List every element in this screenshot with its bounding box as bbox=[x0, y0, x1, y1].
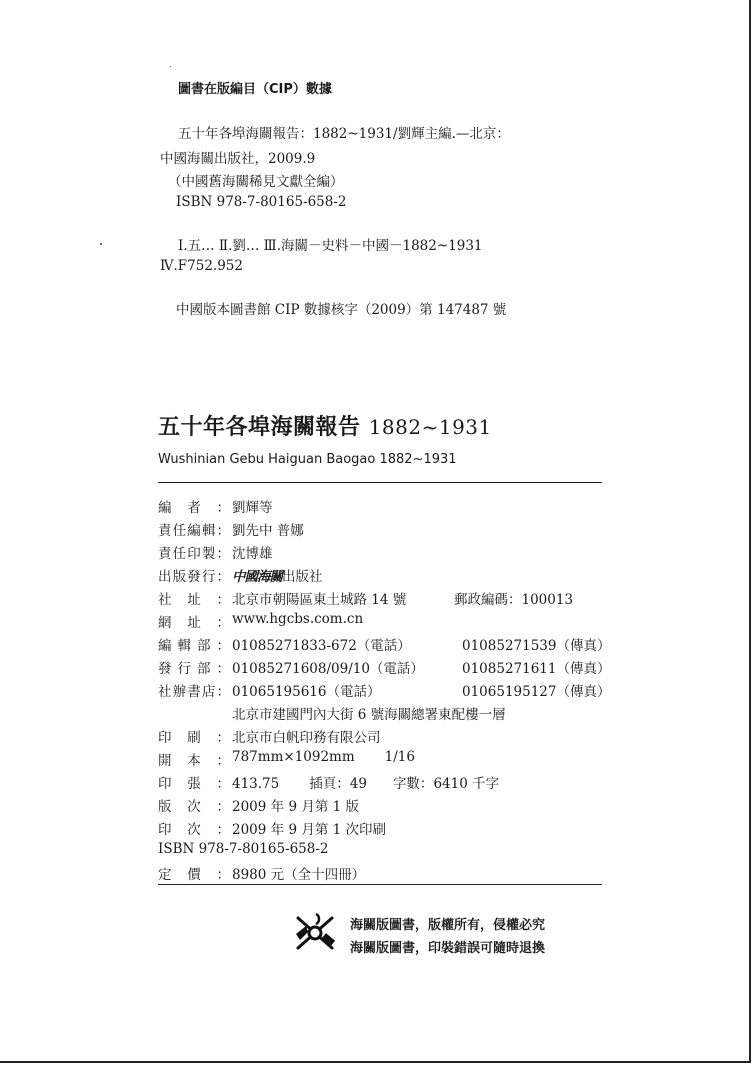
sheets-label: 印張： bbox=[158, 776, 230, 792]
cip-heading: 圖書在版編目（CIP）數據 bbox=[178, 82, 332, 97]
impression-value: 2009 年 9 月第 1 次印刷 bbox=[232, 822, 386, 838]
format-fold: 1/16 bbox=[384, 749, 415, 765]
publisher-name-suffix: 出版社 bbox=[282, 569, 323, 585]
publisher-label: 出版發行： bbox=[158, 569, 230, 585]
book-subtitle: Wushinian Gebu Haiguan Baogao 1882~1931 bbox=[158, 452, 457, 467]
distribution-dept-label: 發行部： bbox=[158, 661, 230, 677]
postal-code-value: 100013 bbox=[521, 592, 574, 608]
sheets-value bbox=[232, 772, 499, 792]
printing-label: 印刷： bbox=[158, 730, 230, 746]
distribution-dept-phone: 01085271608/09/10（電話） bbox=[232, 661, 424, 677]
postal-code bbox=[454, 588, 573, 608]
website-label: 網址： bbox=[158, 615, 230, 631]
editor-value: 劉輝等 bbox=[232, 500, 273, 516]
book-title-text: 五十年各埠海關報告 bbox=[158, 414, 361, 440]
cip-line-publisher: 中國海關出版社，2009.9 bbox=[160, 151, 316, 167]
scan-speck bbox=[100, 243, 102, 245]
cip-line-isbn: ISBN 978-7-80165-658-2 bbox=[176, 194, 347, 210]
bookstore-phone: 01065195616（電話） bbox=[232, 684, 381, 700]
website-value: www.hgcbs.com.cn bbox=[232, 611, 364, 627]
editor-label: 編者： bbox=[158, 500, 230, 516]
cip-line-series: （中國舊海關稀見文獻全編） bbox=[168, 174, 344, 190]
bottom-rule bbox=[158, 884, 602, 885]
plates-value: 49 bbox=[349, 776, 367, 792]
cip-line-subjects: Ⅰ.五… Ⅱ.劉… Ⅲ.海關－史料－中國－1882~1931 bbox=[178, 238, 483, 254]
bookstore-address: 北京市建國門內大街 6 號海關總署東配樓一層 bbox=[232, 707, 506, 723]
copyright-notice: 海關版圖書，版權所有，侵權必究 bbox=[350, 918, 546, 933]
publisher-logo-text: 中國海關 bbox=[232, 569, 282, 585]
book-title-years: 1882~1931 bbox=[368, 415, 492, 439]
responsible-printing-label: 責任印製： bbox=[158, 546, 230, 562]
words-value: 6410 千字 bbox=[433, 776, 500, 792]
responsible-printing-value: 沈博雄 bbox=[232, 546, 273, 562]
distribution-dept-fax: 01085271611（傳真） bbox=[462, 661, 611, 677]
format-value bbox=[232, 749, 415, 765]
sheets-count: 413.75 bbox=[232, 776, 280, 792]
edition-value: 2009 年 9 月第 1 版 bbox=[232, 799, 359, 815]
printing-value: 北京市白帆印務有限公司 bbox=[232, 730, 381, 746]
format-size: 787mm×1092mm bbox=[232, 749, 355, 765]
bookstore-fax: 01065195127（傳真） bbox=[462, 684, 611, 700]
publisher-value bbox=[232, 565, 323, 585]
cip-line-title: 五十年各埠海關報告：1882~1931/劉輝主編.—北京： bbox=[178, 126, 510, 142]
edition-label: 版次： bbox=[158, 799, 230, 815]
customs-emblem-icon bbox=[292, 912, 338, 954]
address-value: 北京市朝陽區東土城路 14 號 bbox=[232, 592, 407, 608]
book-title bbox=[158, 410, 492, 441]
address-label: 社址： bbox=[158, 592, 230, 608]
cip-line-classification: Ⅳ.F752.952 bbox=[160, 258, 243, 274]
print-error-notice: 海關版圖書，印裝錯誤可隨時退換 bbox=[350, 941, 546, 956]
editorial-dept-phone: 01085271833-672（電話） bbox=[232, 638, 411, 654]
scan-speck bbox=[170, 66, 171, 67]
responsible-editor-value: 劉先中 普娜 bbox=[232, 523, 304, 539]
responsible-editor-label: 責任編輯： bbox=[158, 523, 230, 539]
plates-label: 插頁： bbox=[309, 776, 350, 792]
price-label: 定價： bbox=[158, 867, 230, 883]
cip-line-data-number: 中國版本圖書館 CIP 數據核字（2009）第 147487 號 bbox=[176, 302, 507, 318]
bookstore-label: 社辦書店： bbox=[158, 684, 230, 700]
editorial-dept-fax: 01085271539（傳真） bbox=[462, 638, 611, 654]
editorial-dept-label: 編輯部： bbox=[158, 638, 230, 654]
postal-code-label: 郵政編碼： bbox=[454, 592, 522, 608]
price-value: 8980 元（全十四冊） bbox=[232, 867, 366, 883]
impression-label: 印次： bbox=[158, 822, 230, 838]
words-label: 字數： bbox=[392, 776, 434, 792]
format-label: 開本： bbox=[158, 753, 230, 769]
isbn-line: ISBN 978-7-80165-658-2 bbox=[158, 841, 329, 857]
top-rule bbox=[158, 482, 602, 483]
